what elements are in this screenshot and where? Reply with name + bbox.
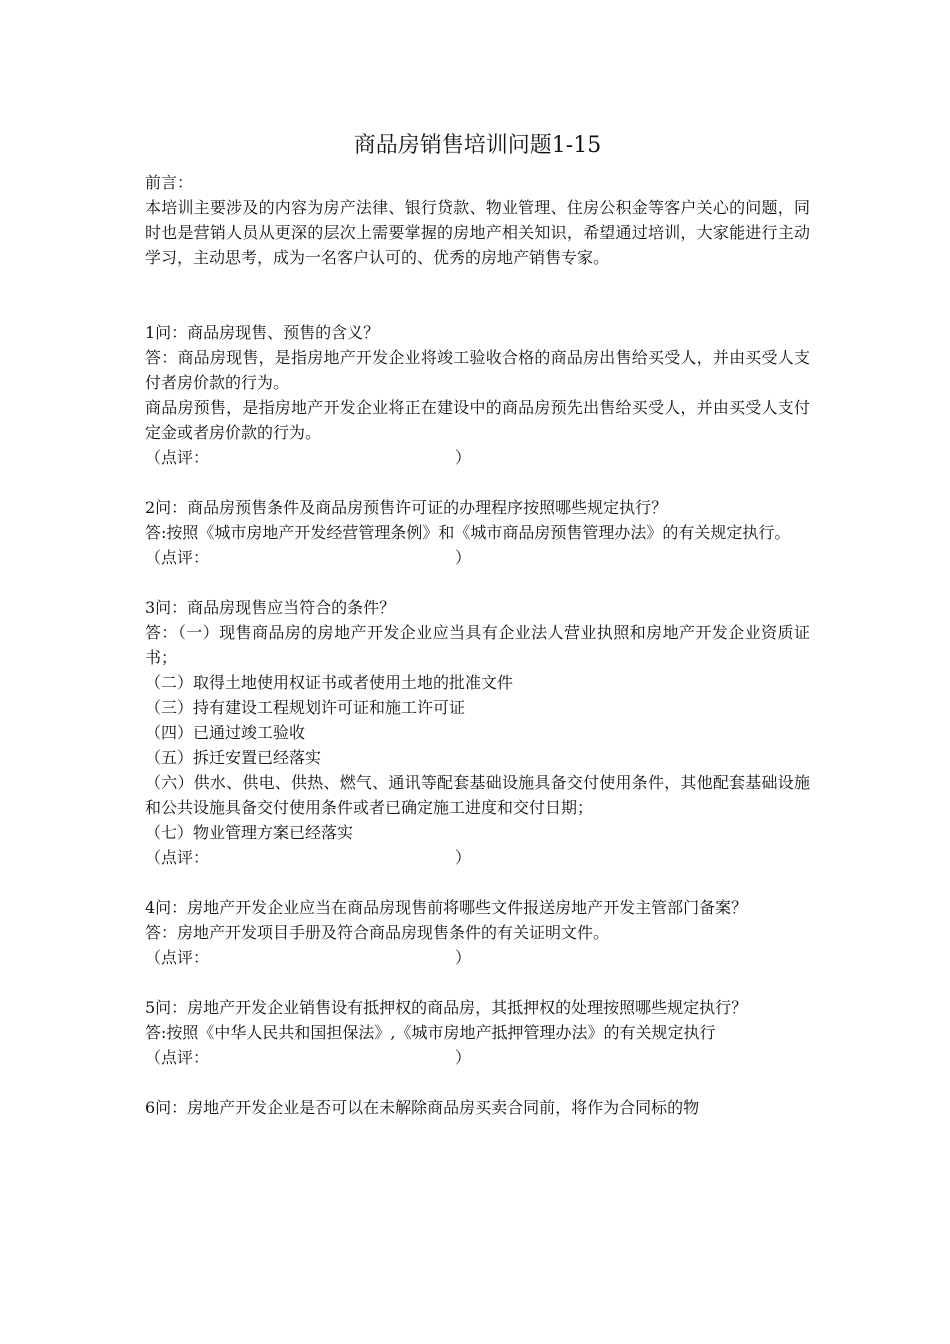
answer-text: （二）取得土地使用权证书或者使用土地的批准文件 [145,673,514,692]
question-block-2 [145,495,810,570]
question-block-3 [145,595,810,870]
answer-text: 答：（一）现售商品房的房地产开发企业应当具有企业法人营业执照和房地产开发企业资质证书； [145,623,810,667]
review-close: ） [455,448,472,467]
review-close: ） [455,548,472,567]
answer-text: （五）拆迁安置已经落实 [145,748,322,767]
preface-text: 本培训主要涉及的内容为房产法律、银行贷款、物业管理、住房公积金等客户关心的问题，同时也是营销人员从更深的层次上需要掌握的房地产相关知识，希望通过培训，大家能进行主动学习，主动思考，成为一名客户认可的、优秀的房地产销售专家。 [145,198,810,267]
review-line [145,545,810,570]
answer-text: 答：房地产开发项目手册及符合商品房现售条件的有关证明文件。 [145,923,610,942]
answer-text: （六）供水、供电、供热、燃气、通讯等配套基础设施具备交付使用条件，其他配套基础设施和公共设施具备交付使用条件或者已确定施工进度和交付日期； [145,773,810,817]
question-text: 6问：房地产开发企业是否可以在未解除商品房买卖合同前，将作为合同标的物 [145,1098,700,1117]
review-line [145,845,810,870]
question-block-5 [145,995,810,1070]
answer-text: 商品房预售，是指房地产开发企业将正在建设中的商品房预先出售给买受人，并由买受人支付定金或者房价款的行为。 [145,398,810,442]
preface-label: 前言： [145,173,194,192]
question-text: 5问：房地产开发企业销售设有抵押权的商品房，其抵押权的处理按照哪些规定执行？ [145,998,748,1017]
review-line [145,945,810,970]
review-line [145,445,810,470]
review-close: ） [455,1048,472,1067]
answer-text: （四）已通过竣工验收 [145,723,306,742]
page-title: 商品房销售培训问题1-15 [353,133,602,158]
answer-text: 答:按照《中华人民共和国担保法》,《城市房地产抵押管理办法》的有关规定执行 [145,1023,716,1042]
review-close: ） [455,848,472,867]
answer-text: （七）物业管理方案已经落实 [145,823,354,842]
question-text: 2问：商品房预售条件及商品房预售许可证的办理程序按照哪些规定执行？ [145,498,668,517]
review-open: （点评： [145,548,210,567]
answer-text: （三）持有建设工程规划许可证和施工许可证 [145,698,466,717]
review-line [145,1045,810,1070]
answer-text: 答:按照《城市房地产开发经营管理条例》和《城市商品房预售管理办法》的有关规定执行。 [145,523,791,542]
review-open: （点评： [145,1048,210,1067]
question-block-4 [145,895,810,970]
review-open: （点评： [145,448,210,467]
question-text: 1问：商品房现售、预售的含义？ [145,323,380,342]
question-block-6 [145,1095,810,1120]
review-open: （点评： [145,948,210,967]
question-text: 3问：商品房现售应当符合的条件？ [145,598,396,617]
review-open: （点评： [145,848,210,867]
review-close: ） [455,948,472,967]
document-page [145,130,810,1120]
question-block-1 [145,320,810,470]
answer-text: 答：商品房现售，是指房地产开发企业将竣工验收合格的商品房出售给买受人，并由买受人支付者房价款的行为。 [145,348,810,392]
question-text: 4问：房地产开发企业应当在商品房现售前将哪些文件报送房地产开发主管部门备案？ [145,898,748,917]
